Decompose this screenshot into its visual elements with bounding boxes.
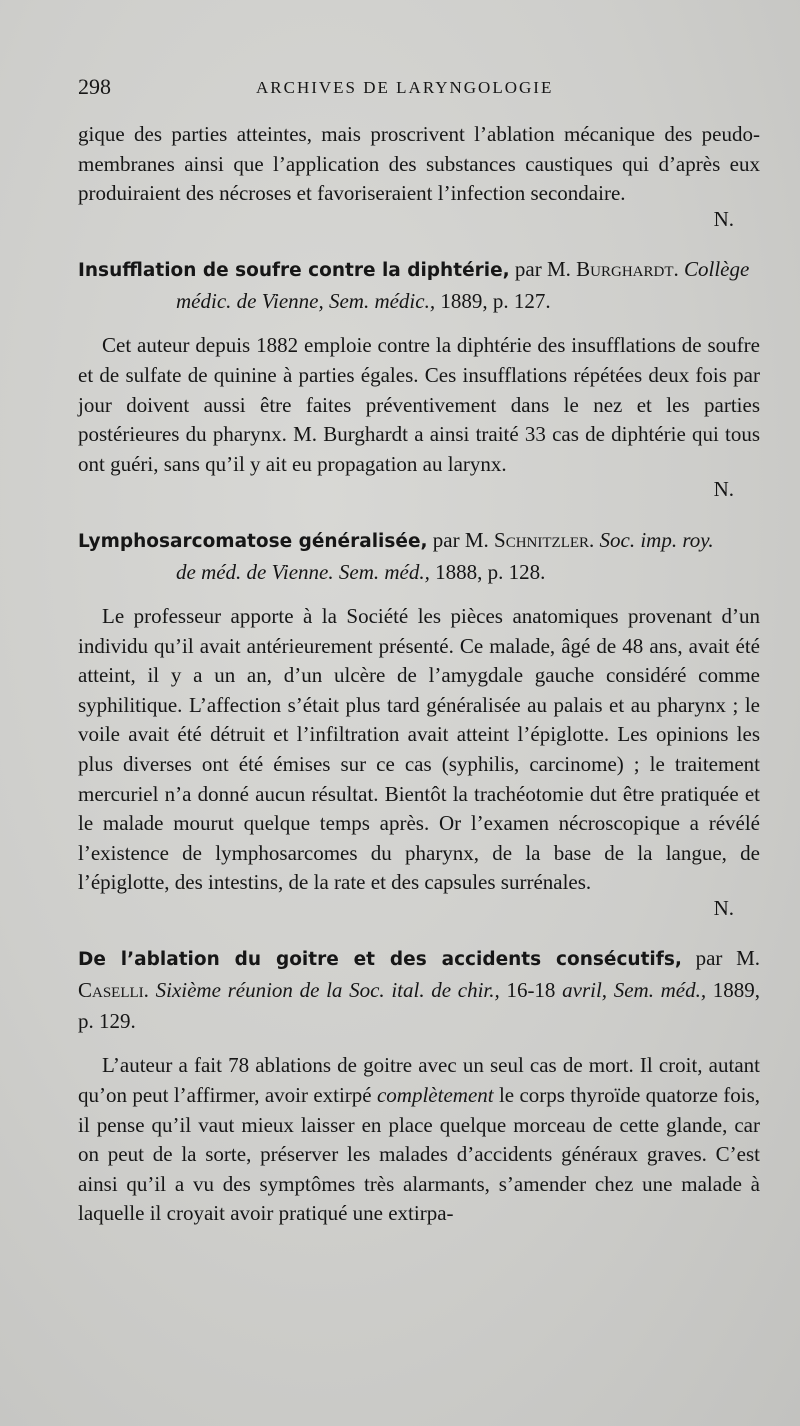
running-title: ARCHIVES DE LARYNGOLOGIE [256, 78, 554, 97]
entry-author: Schnitzler. [494, 527, 595, 552]
entry-source-year: 1889, p. 129. [78, 978, 761, 1034]
entry-source-journal: médic. de Vienne, Sem. médic., [176, 289, 436, 314]
signature: N. [713, 477, 734, 502]
entry-title-text: Lymphosarcomatose généralisée, [78, 530, 428, 552]
entry-body-emphasis: complètement [376, 1083, 494, 1108]
entry-body-part: le corps thyroïde quatorze fois, il pense qu’il vaut mieux laisser en place quelque morceau de cette glande, car on peut de la sorte, préserver les malades d’accidents généraux graves. C’est ainsi qu’il a vu des symptômes très alarmants, s’amender chez une malade à laquelle il croyait avoir pratiqué une extirpa- [78, 1083, 761, 1226]
signature: N. [713, 206, 734, 231]
entry-title-text: De l’ablation du goitre et des accidents consécutifs, [78, 949, 682, 971]
entry-title-goitre [78, 943, 760, 1037]
entry-author: Burghardt. [576, 257, 679, 282]
entry-source-journal: avril, Sem. méd., [562, 978, 707, 1003]
entry-body: Cet auteur depuis 1882 emploie contre la diphtérie des insufflations de soufre et de sulfate de quinine à parties égales. Ces insufflations répétées deux fois par jour doivent aussi être faites préventivement dans le nez et les parties postérieures du pharynx. M. Burghardt a ainsi traité 33 cas de diphtérie qui tous ont guéri, sans qu’il y ait eu propagation au larynx. [78, 333, 760, 476]
continued-paragraph: gique des parties atteintes, mais proscrivent l’ablation mécanique des peudo-membranes ainsi que l’application des substances caustiques qui d’après eux produiraient des nécroses et favoriseraient l’infection secondaire. [78, 122, 760, 206]
page-body [78, 120, 760, 1229]
entry-source-line [78, 557, 760, 588]
entry-body [78, 1051, 760, 1229]
page-number: 298 [78, 74, 111, 99]
entry-by: par M. [514, 257, 571, 282]
entry-author: Caselli. [78, 978, 149, 1003]
entry-by: par M. [695, 946, 761, 971]
entry-source: Soc. imp. roy. [599, 527, 714, 552]
entry-title-insufflation [78, 254, 760, 317]
entry-body-part: L’auteur a fait 78 ablations de goitre avec un seul cas de mort. Il croit, autant qu’on peut l’affirmer, avoir extirpé [78, 1053, 760, 1108]
signature: N. [713, 895, 734, 920]
entry-source-year: 1889, p. 127. [440, 289, 551, 314]
entry-source: Collège [684, 257, 750, 282]
entry-source-line [78, 286, 760, 317]
entry-source-year: 1888, p. 128. [435, 559, 546, 584]
entry-source-journal: de méd. de Vienne. Sem. méd., [176, 559, 430, 584]
entry-title-lymphosarcomatose [78, 525, 760, 588]
entry-title-text: Insufflation de soufre contre la diphtérie, [78, 260, 510, 282]
page-header [76, 70, 746, 104]
entry-by: par M. [432, 527, 489, 552]
entry-source: Sixième réunion de la Soc. ital. de chir., [155, 978, 500, 1003]
entry-body: Le professeur apporte à la Société les pièces anatomiques provenant d’un individu qu’il avait antérieurement présenté. Ce malade, âgé de 48 ans, avait été atteint, il y a un an, d’un ulcère de l’amygdale gauche considéré comme syphilitique. L’affection s’était plus tard généralisée au palais et au pharynx ; le voile avait été détruit et l’infiltration avait atteint l’épiglotte. Les opinions les plus diverses ont été émises sur ce cas (syphilis, carcinome) ; le traitement mercuriel n’a donné aucun résultat. Bientôt la trachéotomie dut être pratiquée et le malade mourut quelque temps après. Or l’examen nécroscopique a révélé l’existence de lymphosarcomes du pharynx, de la base de la langue, de l’épiglotte, des intestins, de la rate et des capsules surrénales. [78, 603, 760, 895]
entry-source-dates: 16-18 [506, 978, 556, 1003]
